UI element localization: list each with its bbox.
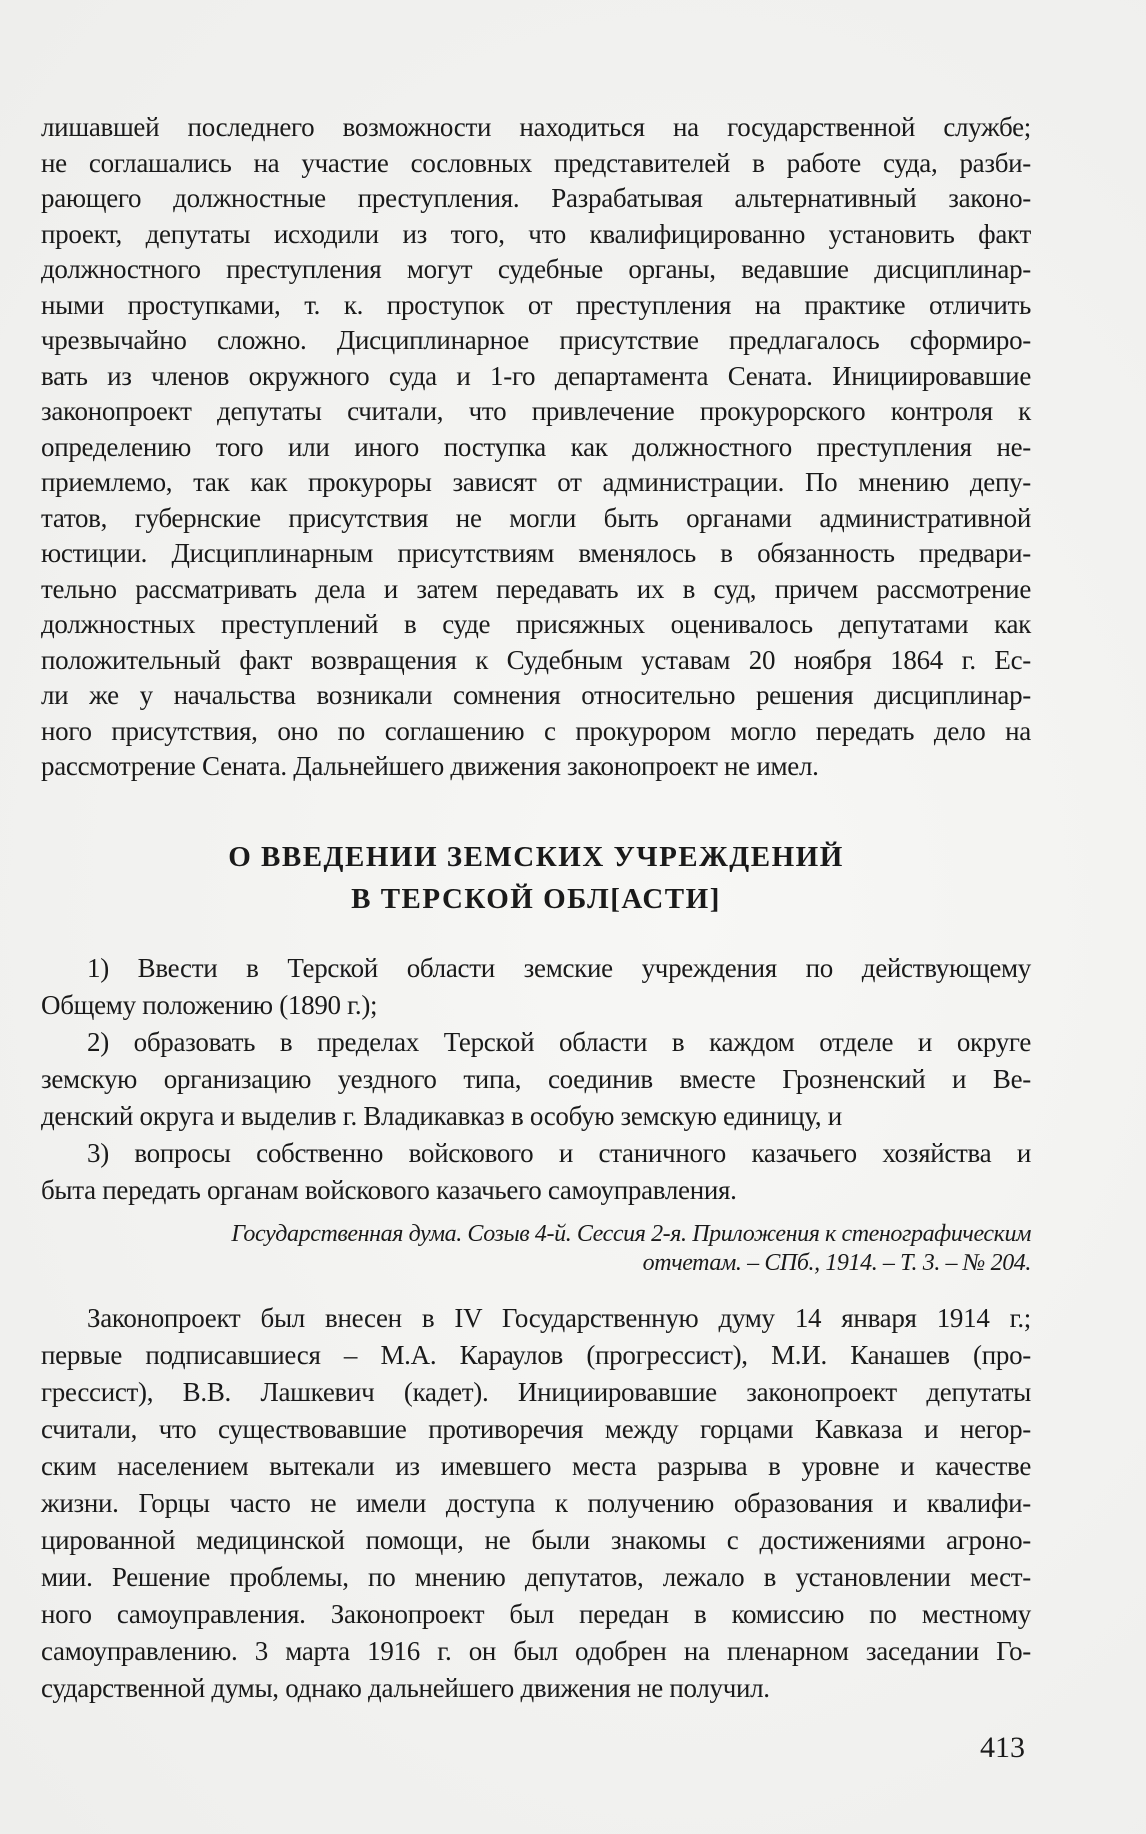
text-line: юстиции. Дисциплинарным присутствиям вменялось в обязанность предвари-	[41, 538, 1031, 568]
text-line: должностного преступления могут судебные органы, ведавшие дисциплинар-	[41, 254, 1031, 284]
text-line: определению того или иного поступка как должностного преступления не-	[41, 431, 1031, 462]
text-line: ного присутствия, оно по соглашению с прокурором могло передать дело на	[41, 715, 1031, 746]
heading-line: О ВВЕДЕНИИ ЗЕМСКИХ УЧРЕЖДЕНИЙ	[228, 841, 844, 873]
text-line: 1) Ввести в Терской области земские учреждения по действующему	[87, 953, 1031, 983]
paragraph-commentary	[41, 1300, 1031, 1707]
text-line: денский округа и выделив г. Владикавказ в особую земскую единицу, и	[41, 1101, 842, 1131]
page-number: 413	[980, 1731, 1025, 1764]
text-line: грессист), В.В. Лашкевич (кадет). Инициировавшие законопроект депутаты	[41, 1377, 1031, 1407]
text-line: проект, депутаты исходили из того, что квалифицированно установить факт	[41, 218, 1031, 249]
paragraph-disciplinary	[41, 110, 1031, 785]
text-line: мии. Решение проблемы, по мнению депутатов, лежало в установлении мест-	[41, 1562, 1031, 1592]
text-line: должностных преступлений в суде присяжных оценивалось депутатами как	[41, 609, 1031, 639]
list-item	[41, 1135, 1031, 1209]
list-item	[41, 1024, 1031, 1135]
text-line: жизни. Горцы часто не имели доступа к получению образования и квалифи-	[41, 1488, 1031, 1518]
text-line: лишавшей последнего возможности находиться на государственной службе;	[41, 112, 1031, 142]
citation-line: Государственная дума. Созыв 4-й. Сессия 2-я. Приложения к стенографическим	[231, 1221, 1031, 1247]
text-line: вать из членов окружного суда и 1-го департамента Сената. Инициировавшие	[41, 360, 1031, 391]
text-line: Общему положению (1890 г.);	[41, 990, 378, 1020]
text-line: Законопроект был внесен в IV Государственную думу 14 января 1914 г.;	[87, 1303, 1031, 1333]
citation-line: отчетам. – СПб., 1914. – Т. 3. – № 204.	[642, 1250, 1031, 1276]
text-line: ским населением вытекали из имевшего места разрыва в уровне и качестве	[41, 1451, 1031, 1481]
list-item	[41, 950, 1031, 1024]
source-citation	[41, 1220, 1031, 1278]
text-line: цированной медицинской помощи, не были знакомы с достижениями агроно-	[41, 1525, 1031, 1555]
heading-line: В ТЕРСКОЙ ОБЛ[АСТИ]	[351, 883, 721, 915]
bill-items	[41, 950, 1031, 1209]
section-heading	[41, 836, 1031, 920]
text-line: считали, что существовавшие противоречия между горцами Кавказа и негор-	[41, 1414, 1031, 1444]
text-line: ного самоуправления. Законопроект был передан в комиссию по местному	[41, 1599, 1031, 1629]
text-line: 2) образовать в пределах Терской области в каждом отделе и округе	[87, 1027, 1031, 1057]
text-line: земскую организацию уездного типа, соединив вместе Грозненский и Ве-	[41, 1064, 1031, 1094]
text-line: ли же у начальства возникали сомнения относительно решения дисциплинар-	[41, 680, 1031, 710]
text-line: тельно рассматривать дела и затем передавать их в суд, причем рассмотрение	[41, 573, 1031, 604]
text-line: ными проступками, т. к. проступок от преступления на практике отличить	[41, 289, 1031, 320]
text-line: самоуправлению. 3 марта 1916 г. он был одобрен на пленарном заседании Го-	[41, 1636, 1031, 1666]
text-line: первые подписавшиеся – М.А. Караулов (прогрессист), М.И. Канашев (про-	[41, 1340, 1031, 1370]
text-line: приемлемо, так как прокуроры зависят от администрации. По мнению депу-	[41, 467, 1031, 497]
text-line: рассмотрение Сената. Дальнейшего движения законопроект не имел.	[41, 751, 819, 781]
text-line: положительный факт возвращения к Судебным уставам 20 ноября 1864 г. Ес-	[41, 644, 1031, 675]
text-line: рающего должностные преступления. Разрабатывая альтернативный законо-	[41, 183, 1031, 213]
text-line: чрезвычайно сложно. Дисциплинарное присутствие предлагалось сформиро-	[41, 325, 1031, 355]
text-line: законопроект депутаты считали, что привлечение прокурорского контроля к	[41, 396, 1031, 426]
text-line: сударственной думы, однако дальнейшего движения не получил.	[41, 1673, 770, 1703]
text-line: не соглашались на участие сословных представителей в работе суда, разби-	[41, 147, 1031, 178]
text-line: быта передать органам войскового казачьего самоуправления.	[41, 1175, 737, 1205]
text-line: татов, губернские присутствия не могли быть органами административной	[41, 502, 1031, 533]
text-line: 3) вопросы собственно войскового и станичного казачьего хозяйства и	[87, 1138, 1031, 1168]
